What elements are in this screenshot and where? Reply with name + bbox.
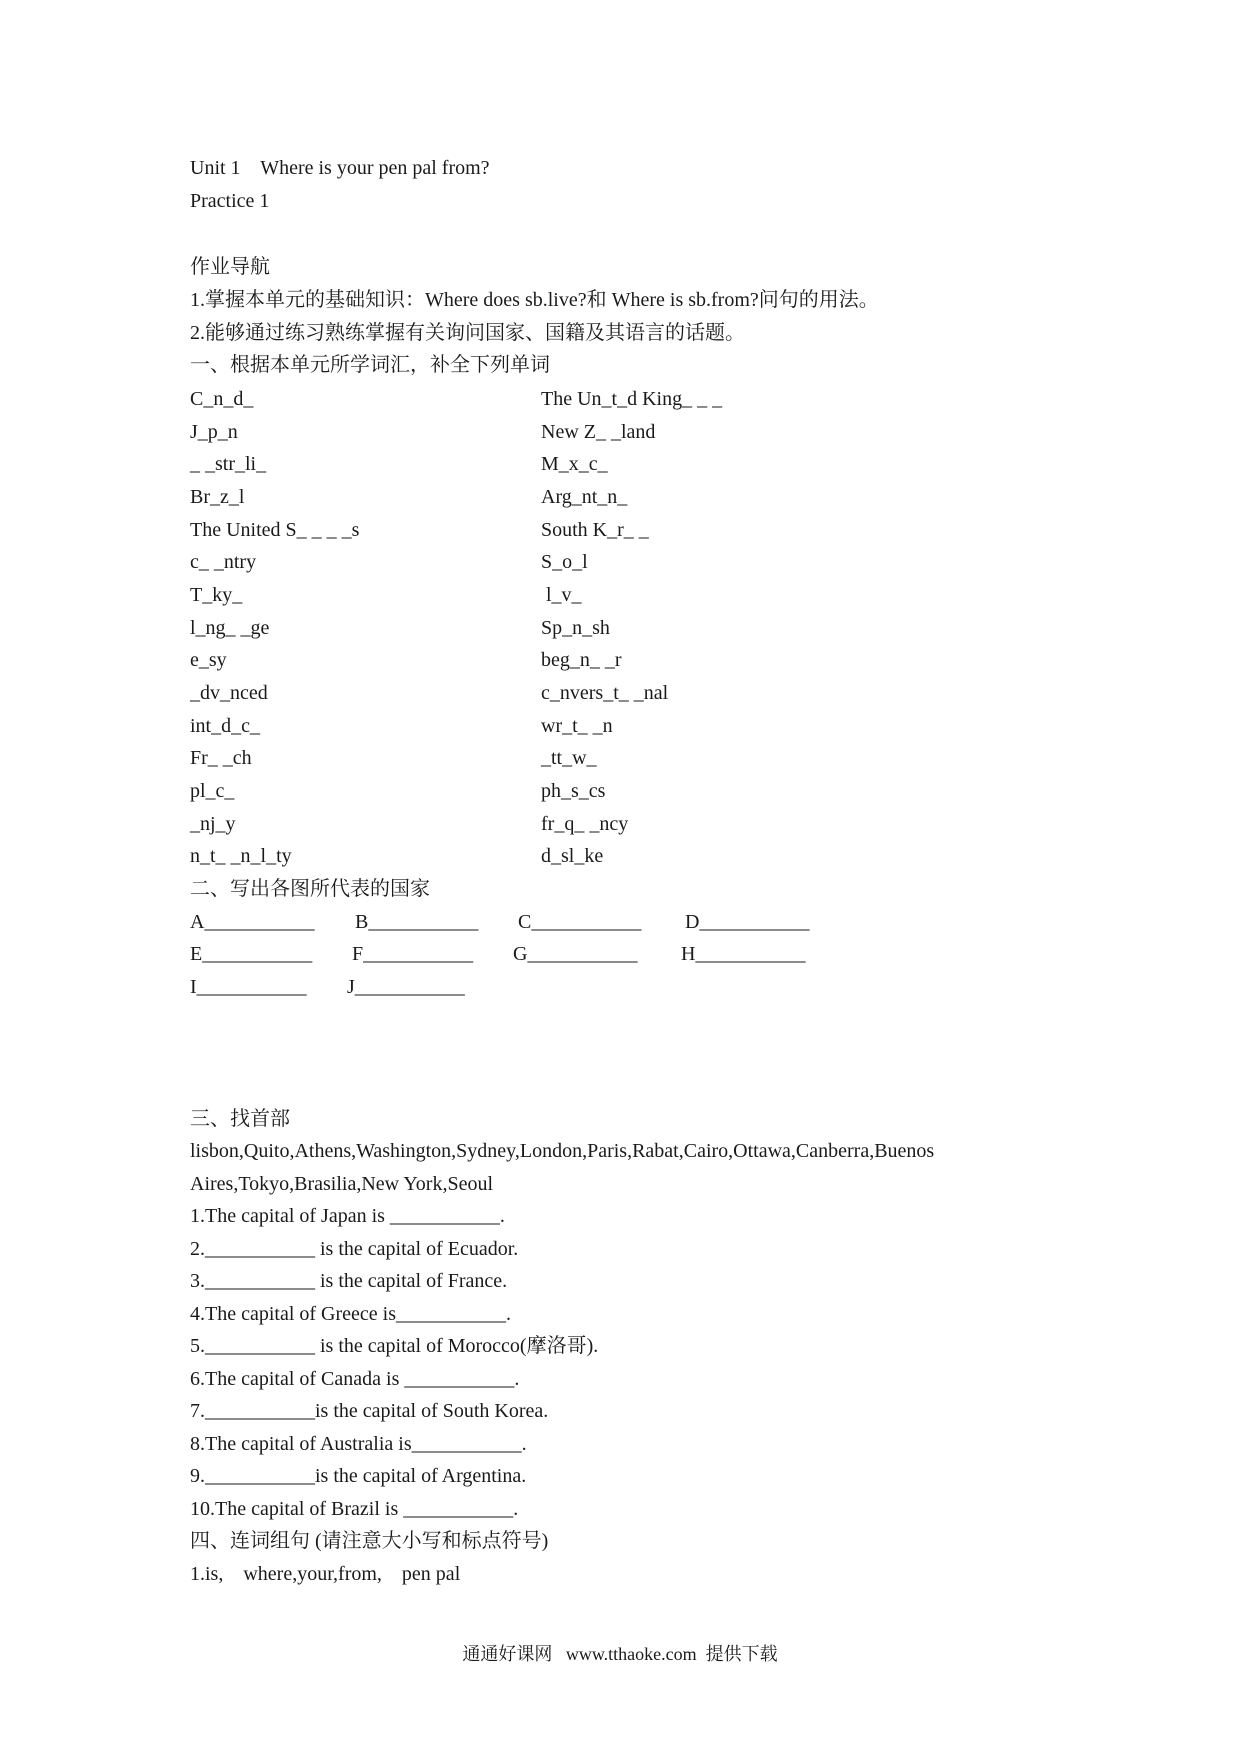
word-bank-line: lisbon,Quito,Athens,Washington,Sydney,London,Paris,Rabat,Cairo,Ottawa,Canberra,Buenos: [190, 1140, 935, 1162]
word-left: J_p_n: [190, 421, 238, 443]
word-left: The United S_ _ _ _s: [190, 519, 360, 541]
unit-title: Unit 1 Where is your pen pal from?: [190, 157, 490, 179]
word-right: fr_q_ _ncy: [541, 813, 629, 835]
capital-question: 6.The capital of Canada is ___________.: [190, 1368, 520, 1390]
capital-question: 1.The capital of Japan is ___________.: [190, 1205, 505, 1227]
country-blank-e: E___________: [190, 943, 313, 965]
word-right: ph_s_cs: [541, 780, 606, 802]
word-right: New Z_ _land: [541, 421, 656, 443]
country-blank-c: C___________: [518, 911, 642, 933]
capital-question: 8.The capital of Australia is___________.: [190, 1433, 527, 1455]
word-right: South K_r_ _: [541, 519, 649, 541]
word-left: Br_z_l: [190, 486, 245, 508]
word-left: int_d_c_: [190, 715, 260, 737]
sentence-item: 1.is, where,your,from, pen pal: [190, 1563, 461, 1585]
word-right: wr_t_ _n: [541, 715, 613, 737]
word-left: _dv_nced: [190, 682, 268, 704]
word-right: S_o_l: [541, 551, 588, 573]
word-left: T_ky_: [190, 584, 243, 606]
country-blank-h: H___________: [681, 943, 806, 965]
word-right: c_nvers_t_ _nal: [541, 682, 669, 704]
word-right: l_v_: [541, 584, 582, 606]
guide-heading: 作业导航: [190, 256, 270, 278]
capital-question: 3.___________ is the capital of France.: [190, 1270, 508, 1292]
word-left: C_n_d_: [190, 388, 254, 410]
guide-point: 1.掌握本单元的基础知识：Where does sb.live?和 Where is sb.from?问句的用法。: [190, 289, 879, 311]
country-blank-g: G___________: [513, 943, 638, 965]
footer-credit: 通通好课网 www.tthaoke.com 提供下载: [462, 1644, 778, 1664]
section4-heading: 四、连词组句 (请注意大小写和标点符号): [190, 1530, 549, 1552]
country-blank-a: A___________: [190, 911, 315, 933]
guide-point: 2.能够通过练习熟练掌握有关询问国家、国籍及其语言的话题。: [190, 322, 745, 344]
capital-question: 9.___________is the capital of Argentina.: [190, 1465, 527, 1487]
word-bank-line: Aires,Tokyo,Brasilia,New York,Seoul: [190, 1173, 494, 1195]
capital-question: 4.The capital of Greece is___________.: [190, 1303, 512, 1325]
section3-heading: 三、找首部: [190, 1108, 290, 1130]
word-left: _nj_y: [190, 813, 236, 835]
capital-question: 2.___________ is the capital of Ecuador.: [190, 1238, 519, 1260]
word-left: n_t_ _n_l_ty: [190, 845, 292, 867]
practice-label: Practice 1: [190, 190, 270, 212]
word-right: _tt_w_: [541, 747, 597, 769]
word-left: e_sy: [190, 649, 227, 671]
word-right: Arg_nt_n_: [541, 486, 628, 508]
capital-question: 7.___________is the capital of South Korea.: [190, 1400, 549, 1422]
capital-question: 5.___________ is the capital of Morocco(摩洛哥).: [190, 1335, 599, 1357]
word-right: d_sl_ke: [541, 845, 604, 867]
word-left: c_ _ntry: [190, 551, 257, 573]
word-left: _ _str_li_: [190, 453, 267, 475]
word-right: Sp_n_sh: [541, 617, 610, 639]
country-blank-d: D___________: [685, 911, 810, 933]
country-blank-b: B___________: [355, 911, 479, 933]
word-right: The Un_t_d King_ _ _: [541, 388, 723, 410]
word-left: pl_c_: [190, 780, 235, 802]
country-blank-j: J___________: [347, 976, 465, 998]
section2-heading: 二、写出各图所代表的国家: [190, 878, 430, 900]
word-left: Fr_ _ch: [190, 747, 252, 769]
country-blank-i: I___________: [190, 976, 307, 998]
word-right: beg_n_ _r: [541, 649, 622, 671]
section1-heading: 一、根据本单元所学词汇，补全下列单词: [190, 354, 550, 376]
word-left: l_ng_ _ge: [190, 617, 270, 639]
word-right: M_x_c_: [541, 453, 608, 475]
country-blank-f: F___________: [352, 943, 474, 965]
capital-question: 10.The capital of Brazil is ___________.: [190, 1498, 519, 1520]
